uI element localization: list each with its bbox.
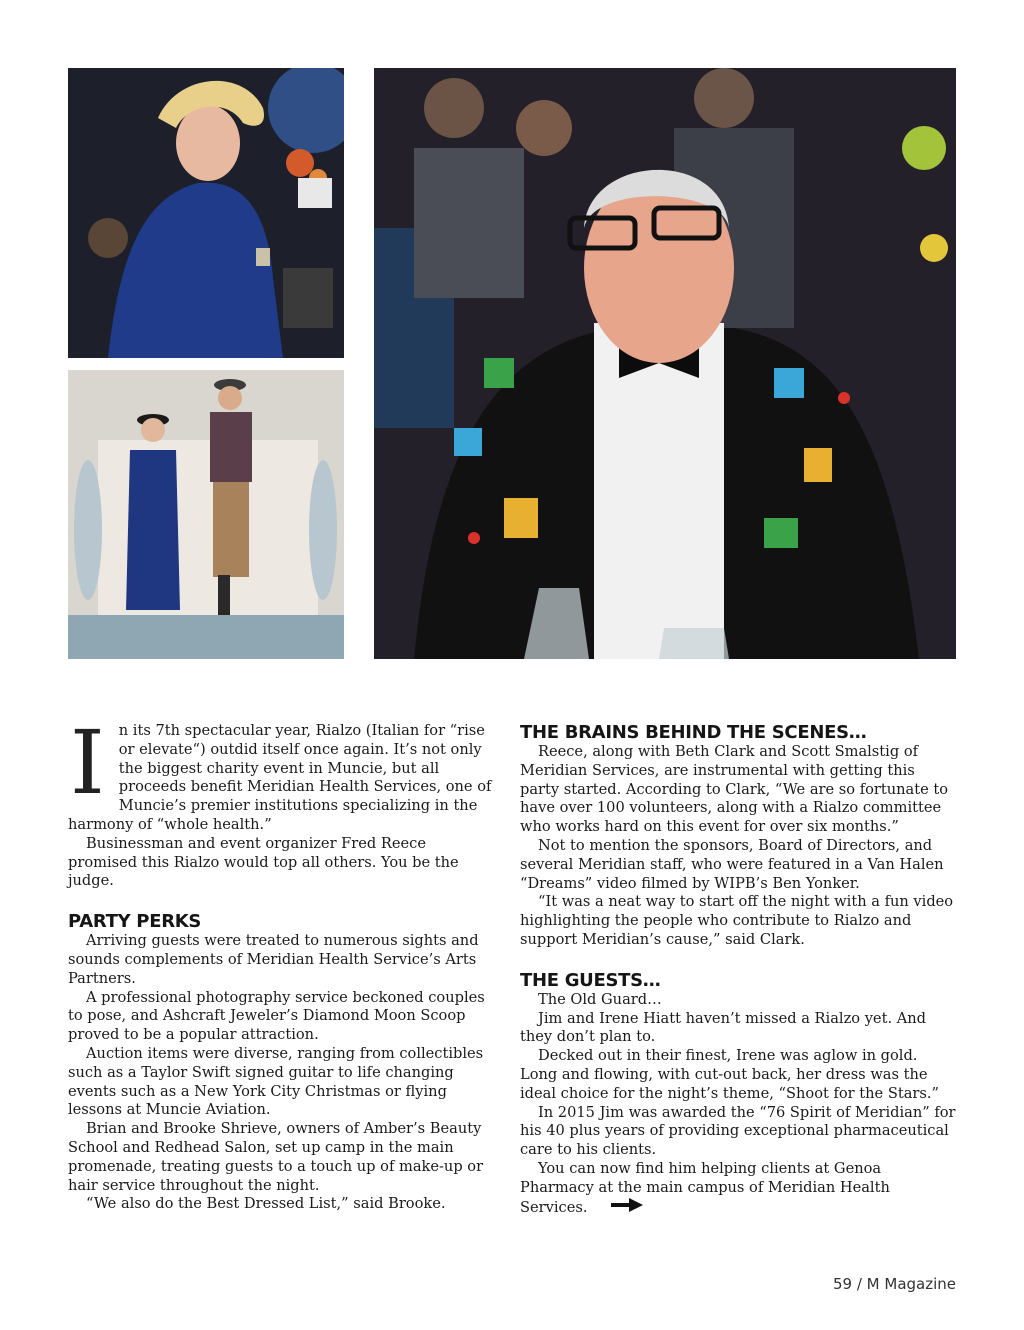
paragraph: Auction items were diverse, ranging from collectibles such as a Taylor Swift signed guitar to life changing events such as a New York City Christmas or flying lessons at Muncie Aviation. <box>68 1044 484 1119</box>
continue-arrow-icon <box>593 1198 643 1218</box>
article-column-left <box>68 711 494 1214</box>
heading-the-guests: THE GUESTS… <box>520 969 661 991</box>
paragraph: “We also do the Best Dressed List,” said Brooke. <box>86 1195 446 1213</box>
intro-paragraph <box>68 711 494 835</box>
paragraph: “It was a neat way to start off the night with a fun video highlighting the people who contribute to Rialzo and support Meridian’s cause,” said Clark. <box>520 893 954 948</box>
paragraph: Jim and Irene Hiatt haven’t missed a Rialzo yet. And they don’t plan to. <box>520 1009 926 1046</box>
paragraph: Reece, along with Beth Clark and Scott Smalstig of Meridian Services, are instrumental with getting this party started. According to Clark, “We are so fortunate to have over 100 volunteers, along with a Rialzo committee who works hard on this event for over six months.” <box>520 743 949 836</box>
article-column-right <box>520 722 956 1217</box>
paragraph: Brian and Brooke Shrieve, owners of Amber’s Beauty School and Redhead Salon, set up camp in the main promenade, treating guests to a touch up of make-up or hair service throughout the night. <box>68 1120 484 1194</box>
drop-cap: I <box>70 711 105 814</box>
paragraph: Decked out in their finest, Irene was aglow in gold. Long and flowing, with cut-out back, her dress was the ideal choice for the night’s theme, “Shoot for the Stars.” <box>520 1047 939 1102</box>
intro-text: n its 7th spectacular year, Rialzo (Italian for “rise or elevate“) outdid itself once again. It’s not only the biggest charity event in Muncie, but all proceeds benefit Meridian Health Services, one of Muncie’s premier institutions specializing in the harmony of “whole health.” <box>68 722 492 833</box>
page-folio: 59 / M Magazine <box>832 1275 956 1293</box>
photo-stage-performers <box>68 370 344 659</box>
heading-party-perks: PARTY PERKS <box>68 911 202 933</box>
paragraph: A professional photography service beckoned couples to pose, and Ashcraft Jeweler’s Diamond Moon Scoop proved to be a popular attraction. <box>68 988 485 1044</box>
photo-man-colorful-jacket <box>374 68 956 659</box>
paragraph: Businessman and event organizer Fred Reece promised this Rialzo would top all others. You be the judge. <box>68 834 459 890</box>
paragraph-text: You can now find him helping clients at Genoa Pharmacy at the main campus of Meridian Health Services. <box>520 1159 890 1216</box>
paragraph: The Old Guard… <box>538 990 662 1008</box>
paragraph: In 2015 Jim was awarded the “76 Spirit of Meridian” for his 40 plus years of providing exceptional pharmaceutical care to his clients. <box>520 1103 956 1159</box>
paragraph: Not to mention the sponsors, Board of Directors, and several Meridian staff, who were featured in a Van Halen “Dreams” video filmed by WIPB’s Ben Yonker. <box>520 836 944 892</box>
paragraph: Arriving guests were treated to numerous sights and sounds complements of Meridian Health Service’s Arts Partners. <box>68 932 479 987</box>
final-paragraph <box>520 1160 956 1217</box>
photo-woman-dancing <box>68 68 344 358</box>
heading-brains-behind-scenes: THE BRAINS BEHIND THE SCENES… <box>520 722 867 743</box>
